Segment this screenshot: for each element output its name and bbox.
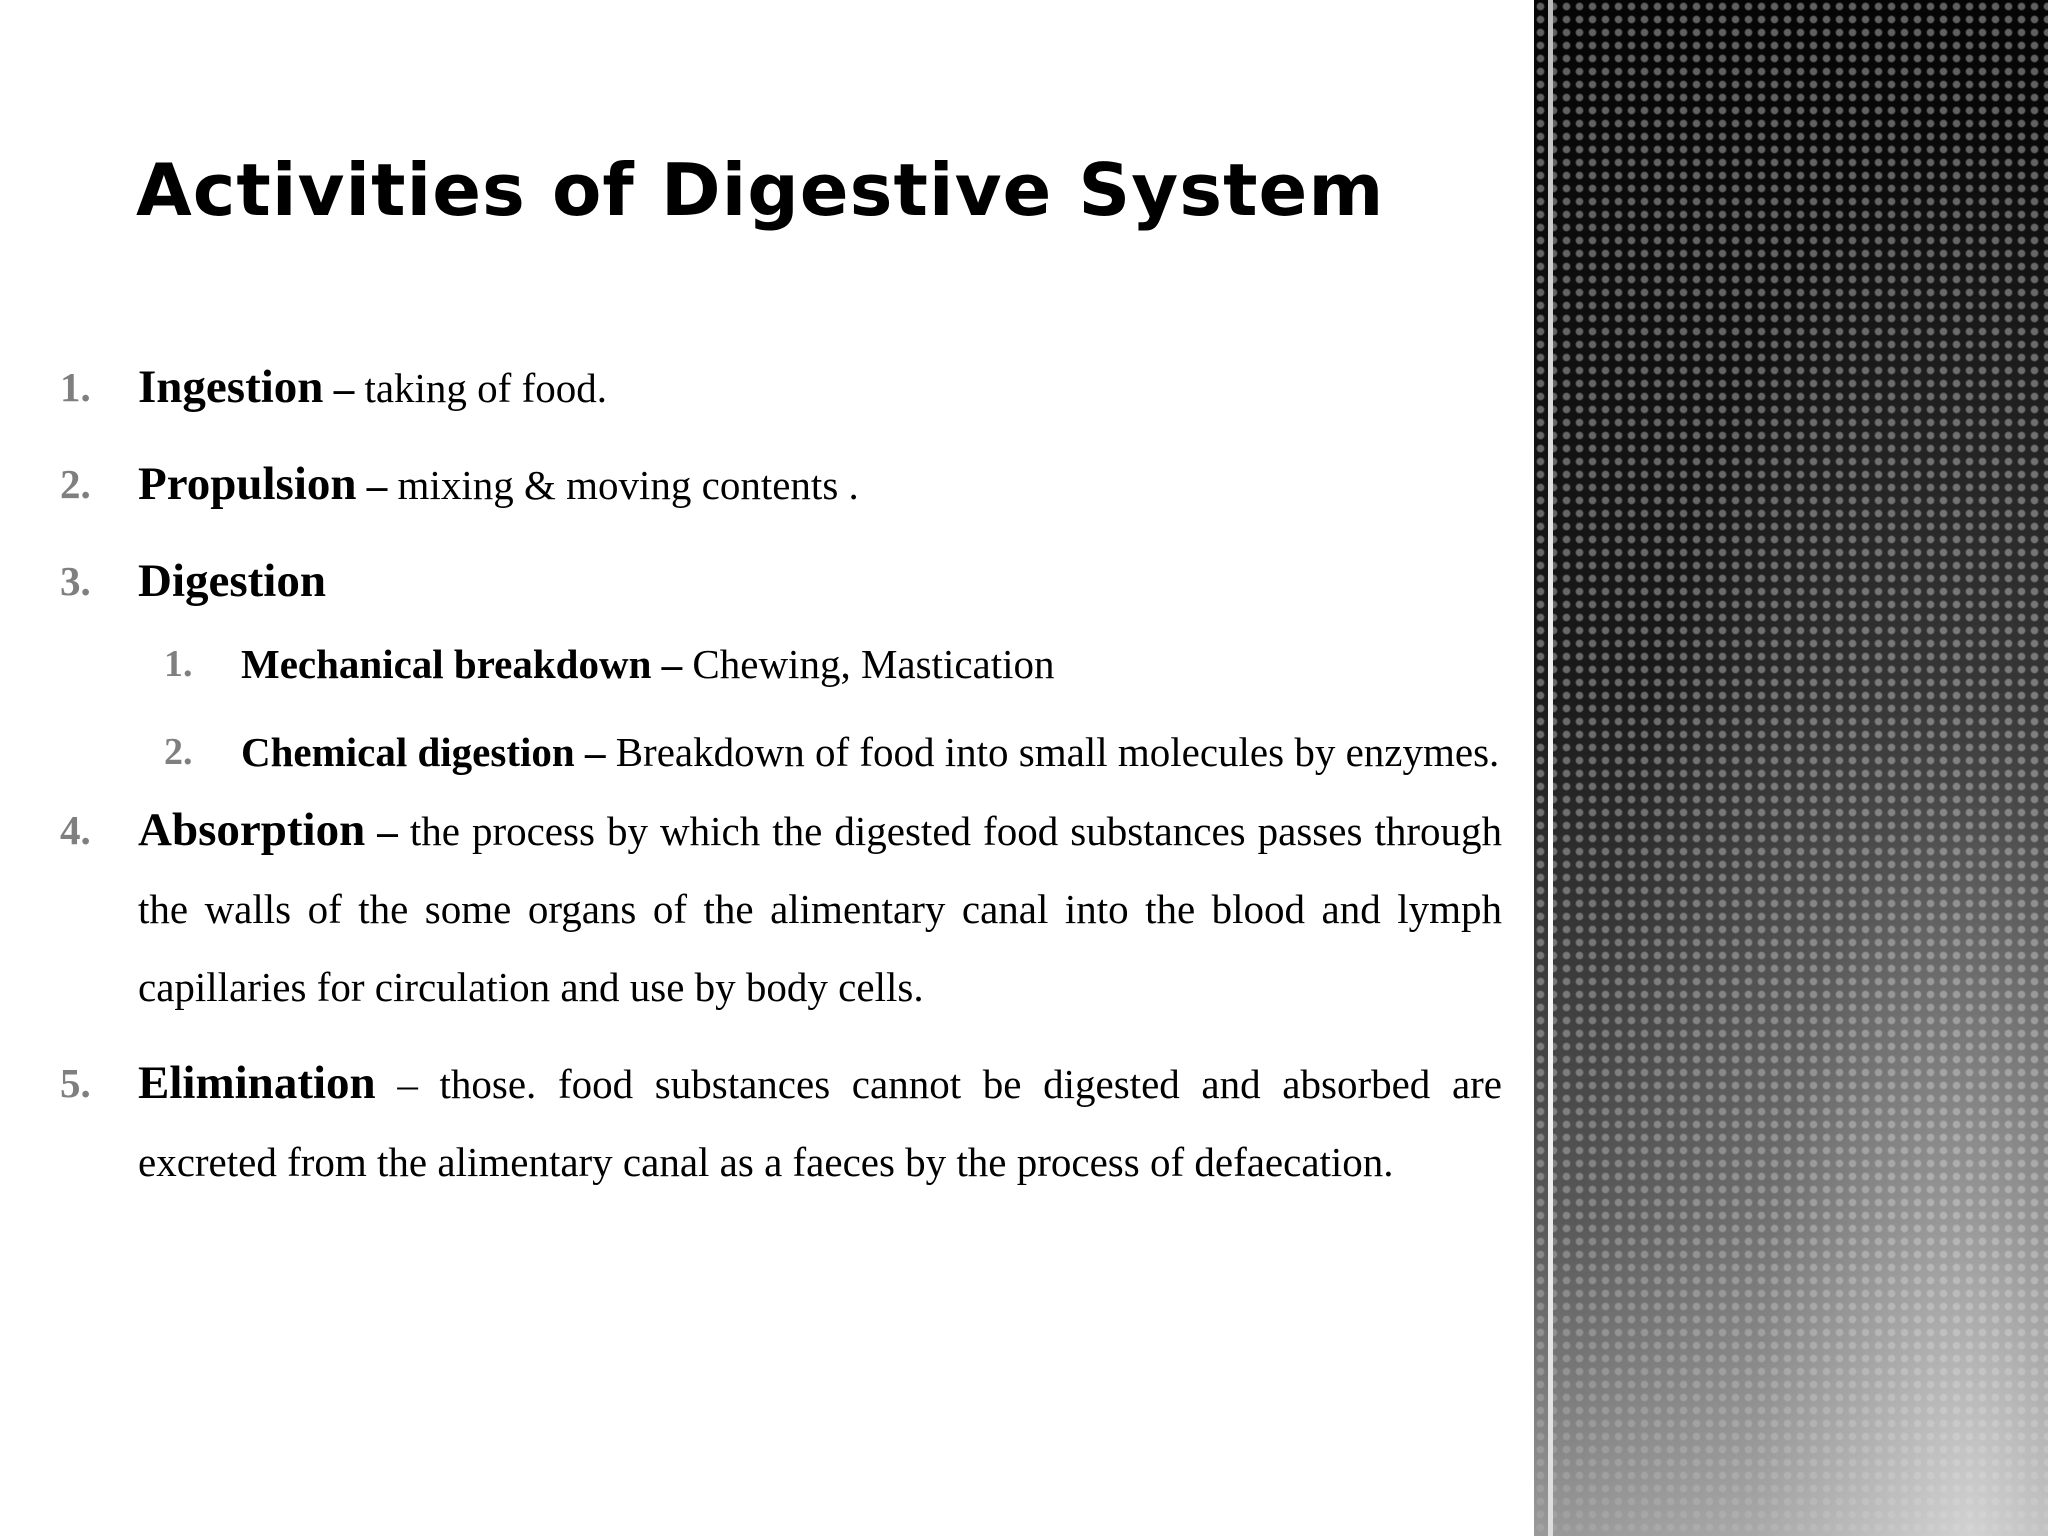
sublist-item-description: Chewing, Mastication xyxy=(692,641,1055,687)
list-item-number: 4. xyxy=(60,807,91,853)
sublist-item-separator: – xyxy=(661,641,683,687)
list-item-number: 1. xyxy=(60,364,91,410)
list-item-description: those. food substances cannot be digested and absorbed are excreted from the alimentary canal as a faeces by the process of defaecation. xyxy=(138,1061,1503,1185)
sublist-item-term: Chemical digestion xyxy=(241,729,575,775)
sublist-item-number: 1. xyxy=(164,643,193,685)
list-item-term: Absorption xyxy=(138,804,366,856)
list-item-number: 5. xyxy=(60,1060,91,1106)
list-item-term: Digestion xyxy=(138,555,326,607)
list-item-digestion xyxy=(56,542,1502,791)
list-item-elimination xyxy=(56,1044,1502,1201)
list-item-description: the process by which the digested food substances passes through the walls of the some organs of the alimentary canal into the blood and lymph capillaries for circulation and use by body cells. xyxy=(138,808,1503,1010)
activity-list xyxy=(56,348,1502,1201)
list-item-description: taking of food. xyxy=(364,365,607,411)
sublist-item-mechanical-breakdown xyxy=(164,625,1502,703)
list-item-term: Elimination xyxy=(138,1057,376,1109)
list-item-description: mixing & moving contents . xyxy=(397,462,859,508)
list-item-separator: – xyxy=(333,365,355,411)
panel-divider-line xyxy=(1548,0,1553,1536)
sublist-item-term: Mechanical breakdown xyxy=(241,641,652,687)
list-item-ingestion xyxy=(56,348,1502,427)
list-item-separator: – xyxy=(366,462,388,508)
decorative-side-panel xyxy=(1534,0,2048,1536)
sublist-item-number: 2. xyxy=(164,731,193,773)
list-item-absorption xyxy=(56,791,1502,1026)
slide-title: Activities of Digestive System xyxy=(136,148,1385,232)
list-item-separator: – xyxy=(397,1061,418,1107)
list-item-number: 3. xyxy=(60,558,91,604)
list-item-propulsion xyxy=(56,445,1502,524)
sublist-item-chemical-digestion xyxy=(164,713,1502,791)
sublist-item-description: Breakdown of food into small molecules by enzymes. xyxy=(615,729,1500,775)
digestion-sublist xyxy=(164,625,1502,791)
list-item-separator: – xyxy=(377,808,398,854)
list-item-term: Ingestion xyxy=(138,361,324,413)
list-item-term: Propulsion xyxy=(138,458,357,510)
list-item-number: 2. xyxy=(60,461,91,507)
sublist-item-separator: – xyxy=(584,729,606,775)
